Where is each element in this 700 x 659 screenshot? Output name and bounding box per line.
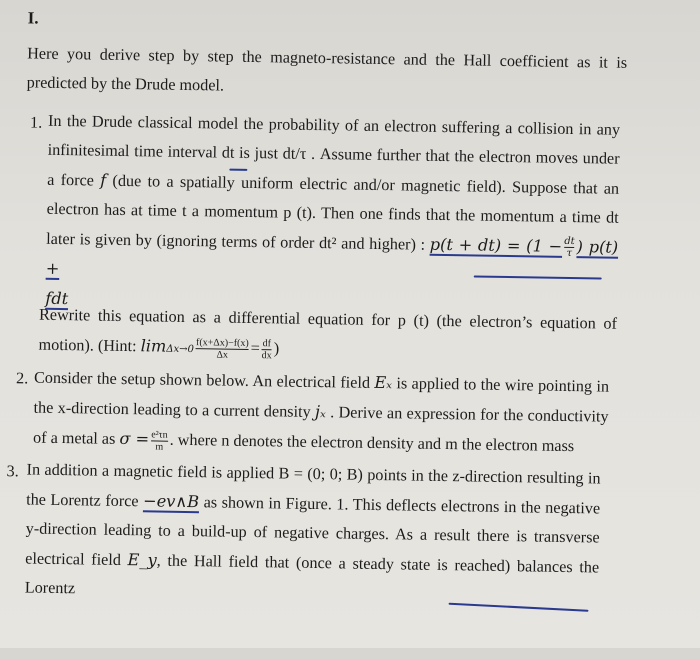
ink-underline-1 [229,169,247,171]
item-2-number: 2. [15,369,29,388]
item-3-number: 3. [6,462,19,481]
item-3-text-c: , the Hall field that (once a steady state is reached) balances the Lorentz [24,551,600,598]
item-3-body [25,455,601,611]
item-1-body [45,107,620,323]
item-3-text-a: In addition a magnetic field is applied B = (0; 0; B) points in the z-direction resulting in the Lorentz force [26,460,601,511]
item-2-text-b: is applied to the wire pointing in the x-direction leading to a current density [33,374,610,421]
force-symbol: f [100,170,107,190]
item-2-text-c: . Derive an expression for the conductivity of a metal as [32,403,609,448]
hint-lim: limΔx→0 [140,336,195,356]
derivative-fraction: $\frac{df}{dx}$ [261,337,272,362]
item-2-text-a: Consider the setup shown below. An electrical field [33,368,375,392]
hint-fraction: $\frac{f(x+\Delta x)-f(x)}{\Delta x}$ [195,336,249,361]
equation-tail: fdt [45,288,69,309]
conductivity-fraction: $\frac{\text{e²τn}}{m}$ [151,429,168,453]
hint-equals: = [250,338,260,358]
item-2-text-d: . where n denotes the electron density and m the electron mass [169,430,575,456]
item-1-text-a: In the Drude classical model the probability of an electron suffering a collision in any infinitesimal time interval dt is just dt/τ . Assume further that the electron moves under a force [47,111,621,190]
sigma-label: σ = [119,428,150,449]
dt-over-tau-fraction: $\frac{dt}{\tau}$ [564,235,575,260]
electric-field-x: Eₓ [374,372,393,393]
hint-close: ) [273,339,280,358]
item-2-body [33,363,609,462]
item-1-number: 1. [29,113,43,132]
rewrite-text: Rewrite this equation as a differential equation for p (t) (the electron’s equation of motion). (Hint: [38,305,618,356]
current-density-x: jₓ [314,401,326,422]
intro-paragraph: Here you derive step by step the magneto-resistance and the Hall coefficient as it is predicted by the Drude model. [26,44,628,95]
item-3-text-b: as shown in Figure. 1. This deflects electrons in the negative y-direction leading to a build-up of negative charges. As a result there is transverse electrical field [25,493,601,570]
electric-field-y: E_y [127,550,157,570]
momentum-equation: p(t + dt) = (1 − $\frac{dt}{\tau}$ ) p(t) + [45,234,619,278]
item-1-text-b: (due to a spatially uniform electric and/or magnetic field). Suppose that an electron has at time t a momentum p (t). Then one finds that the momentum a time dt later is given by (ignoring terms of order dt² and higher) : [46,171,620,254]
section-heading: I. [27,8,39,28]
item-1-rewrite [38,301,617,371]
lorentz-force: −ev∧B [142,491,200,512]
